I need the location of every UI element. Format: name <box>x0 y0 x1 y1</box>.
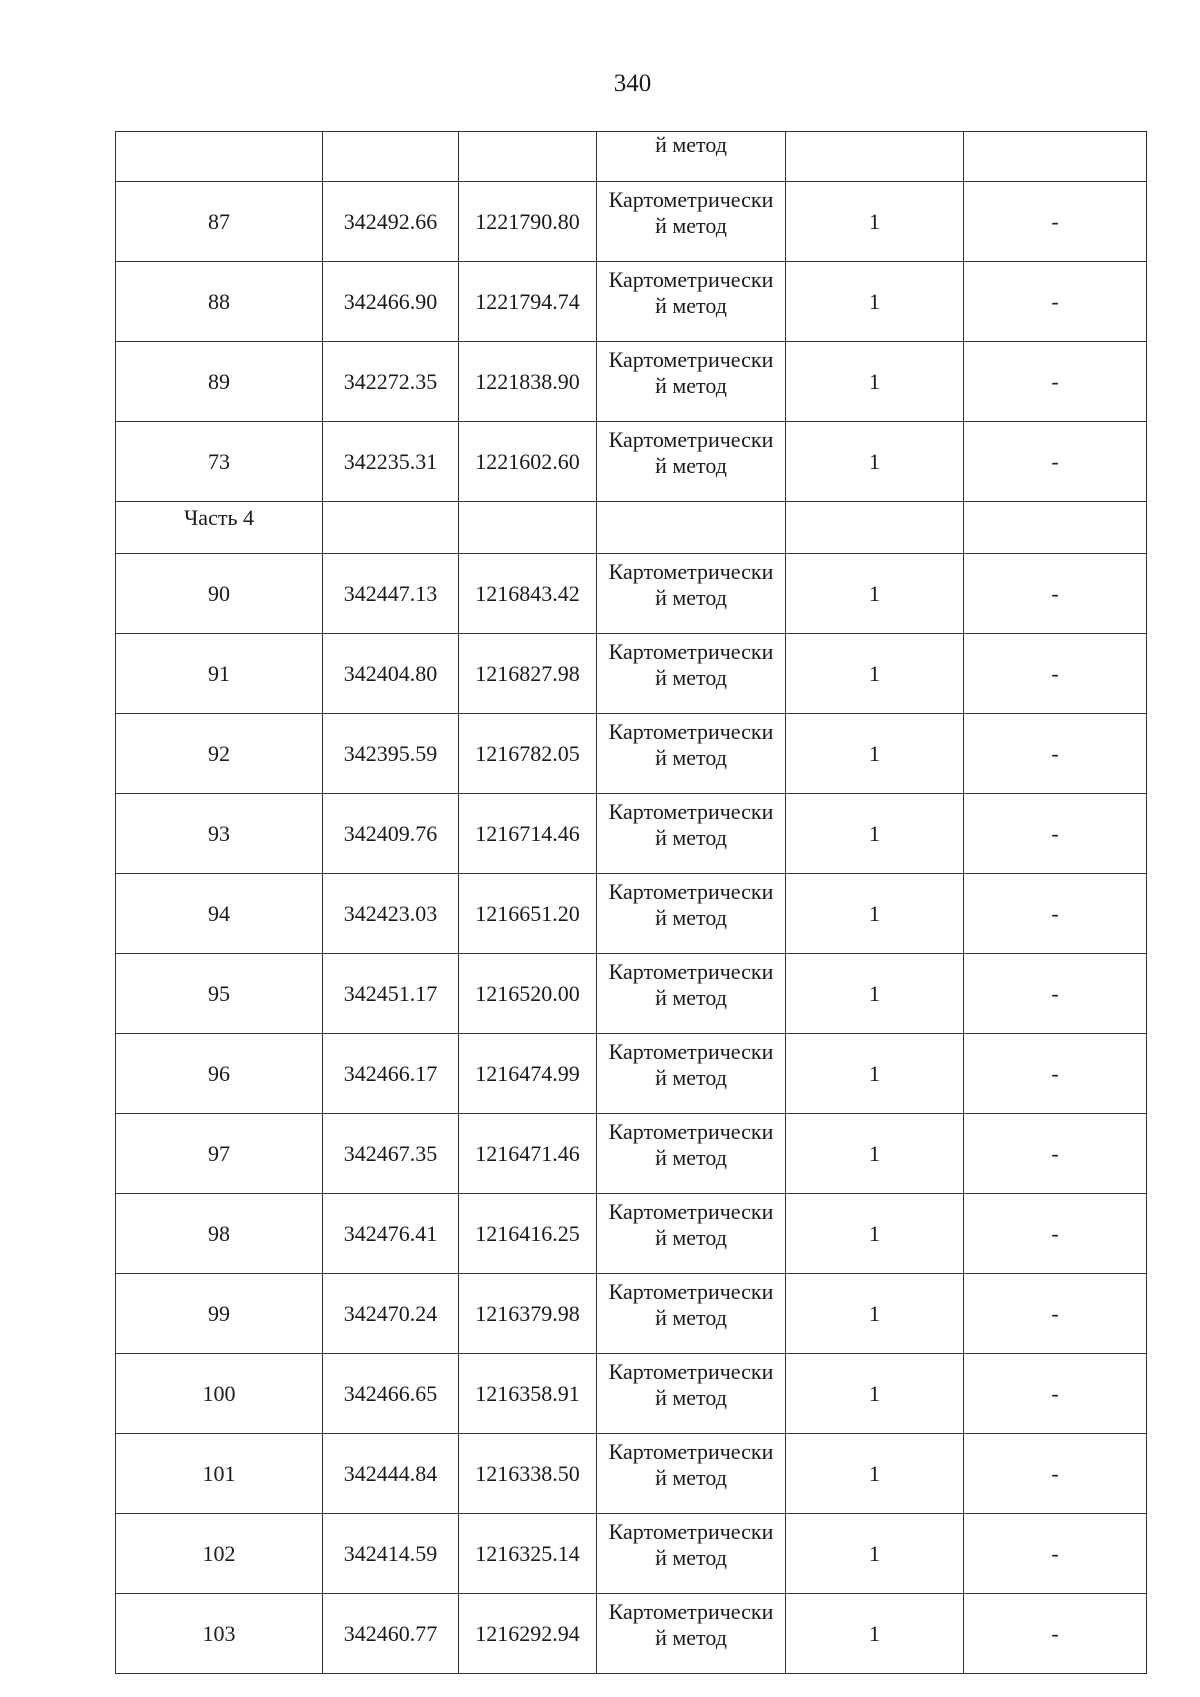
method-line: Картометрически <box>608 1119 774 1144</box>
x-coordinate: 342414.59 <box>323 1514 459 1594</box>
method-line: Картометрически <box>608 799 774 824</box>
x-coordinate: 342460.77 <box>323 1594 459 1674</box>
method-cell <box>597 132 786 182</box>
x-coordinate: 342409.76 <box>323 794 459 874</box>
method <box>597 182 786 262</box>
x-coordinate: 342451.17 <box>323 954 459 1034</box>
method <box>597 1434 786 1514</box>
x-coordinate: 342466.90 <box>323 262 459 342</box>
method-line: й метод <box>655 745 727 770</box>
x-coordinate: 342492.66 <box>323 182 459 262</box>
accuracy: 1 <box>786 794 964 874</box>
coordinates-table <box>115 131 1147 1674</box>
method-line: й метод <box>655 1545 727 1570</box>
x-cell <box>323 132 459 182</box>
y-coordinate: 1221838.90 <box>459 342 597 422</box>
empty-cell <box>459 502 597 554</box>
table-row <box>116 714 1147 794</box>
accuracy: 1 <box>786 182 964 262</box>
method <box>597 874 786 954</box>
table-row <box>116 182 1147 262</box>
method <box>597 1194 786 1274</box>
method-line: й метод <box>655 905 727 930</box>
x-coordinate: 342272.35 <box>323 342 459 422</box>
note: - <box>964 1114 1147 1194</box>
method-line: й метод <box>655 985 727 1010</box>
method <box>597 1354 786 1434</box>
x-coordinate: 342470.24 <box>323 1274 459 1354</box>
x-coordinate: 342444.84 <box>323 1434 459 1514</box>
y-coordinate: 1221790.80 <box>459 182 597 262</box>
method-tail: й метод <box>655 132 727 157</box>
point-number: 102 <box>116 1514 323 1594</box>
point-number: 101 <box>116 1434 323 1514</box>
y-coordinate: 1216325.14 <box>459 1514 597 1594</box>
accuracy: 1 <box>786 1194 964 1274</box>
note: - <box>964 1594 1147 1674</box>
method-line: Картометрически <box>608 427 774 452</box>
point-number: 93 <box>116 794 323 874</box>
table-row <box>116 1034 1147 1114</box>
coordinates-table-body <box>116 132 1147 1674</box>
x-coordinate: 342466.65 <box>323 1354 459 1434</box>
accuracy: 1 <box>786 1034 964 1114</box>
table-row <box>116 1194 1147 1274</box>
table-row <box>116 1274 1147 1354</box>
point-cell <box>116 132 323 182</box>
point-number: 94 <box>116 874 323 954</box>
table-row <box>116 554 1147 634</box>
method-line: Картометрически <box>608 1279 774 1304</box>
section-row <box>116 502 1147 554</box>
method <box>597 554 786 634</box>
accuracy: 1 <box>786 1114 964 1194</box>
point-number: 92 <box>116 714 323 794</box>
note: - <box>964 794 1147 874</box>
x-coordinate: 342404.80 <box>323 634 459 714</box>
accuracy: 1 <box>786 634 964 714</box>
accuracy-cell <box>786 132 964 182</box>
x-coordinate: 342466.17 <box>323 1034 459 1114</box>
accuracy: 1 <box>786 954 964 1034</box>
point-number: 89 <box>116 342 323 422</box>
point-number: 98 <box>116 1194 323 1274</box>
accuracy: 1 <box>786 1594 964 1674</box>
method <box>597 1114 786 1194</box>
method-line: й метод <box>655 1225 727 1250</box>
table-row <box>116 1514 1147 1594</box>
table-row <box>116 634 1147 714</box>
accuracy: 1 <box>786 1434 964 1514</box>
x-coordinate: 342476.41 <box>323 1194 459 1274</box>
note-cell <box>964 132 1147 182</box>
accuracy: 1 <box>786 342 964 422</box>
note: - <box>964 874 1147 954</box>
method-line: Картометрически <box>608 1599 774 1624</box>
point-number: 97 <box>116 1114 323 1194</box>
y-coordinate: 1216474.99 <box>459 1034 597 1114</box>
accuracy: 1 <box>786 874 964 954</box>
method-line: й метод <box>655 1065 727 1090</box>
note: - <box>964 634 1147 714</box>
x-coordinate: 342395.59 <box>323 714 459 794</box>
note: - <box>964 1354 1147 1434</box>
table-row <box>116 342 1147 422</box>
y-cell <box>459 132 597 182</box>
method-line: й метод <box>655 1145 727 1170</box>
point-number: 73 <box>116 422 323 502</box>
x-coordinate: 342423.03 <box>323 874 459 954</box>
table-row <box>116 794 1147 874</box>
empty-cell <box>323 502 459 554</box>
method-line: Картометрически <box>608 1359 774 1384</box>
point-number: 95 <box>116 954 323 1034</box>
table-row <box>116 1594 1147 1674</box>
method-line: Картометрически <box>608 1439 774 1464</box>
note: - <box>964 1434 1147 1514</box>
method-line: Картометрически <box>608 559 774 584</box>
table-row <box>116 262 1147 342</box>
method-line: й метод <box>655 665 727 690</box>
point-number: 91 <box>116 634 323 714</box>
method-line: Картометрически <box>608 1519 774 1544</box>
table-row <box>116 1354 1147 1434</box>
point-number: 103 <box>116 1594 323 1674</box>
point-number: 99 <box>116 1274 323 1354</box>
method-line: Картометрически <box>608 959 774 984</box>
method <box>597 1594 786 1674</box>
y-coordinate: 1216379.98 <box>459 1274 597 1354</box>
method <box>597 422 786 502</box>
note: - <box>964 1274 1147 1354</box>
y-coordinate: 1221602.60 <box>459 422 597 502</box>
method-line: й метод <box>655 373 727 398</box>
method-line: й метод <box>655 1385 727 1410</box>
method-line: й метод <box>655 825 727 850</box>
point-number: 88 <box>116 262 323 342</box>
method-line: й метод <box>655 1465 727 1490</box>
note: - <box>964 1514 1147 1594</box>
accuracy: 1 <box>786 554 964 634</box>
point-number: 100 <box>116 1354 323 1434</box>
method <box>597 342 786 422</box>
note: - <box>964 262 1147 342</box>
method-line: й метод <box>655 585 727 610</box>
y-coordinate: 1216358.91 <box>459 1354 597 1434</box>
x-coordinate: 342447.13 <box>323 554 459 634</box>
table-row <box>116 1434 1147 1514</box>
point-number: 96 <box>116 1034 323 1114</box>
method-line: й метод <box>655 213 727 238</box>
x-coordinate: 342235.31 <box>323 422 459 502</box>
note: - <box>964 714 1147 794</box>
note: - <box>964 1034 1147 1114</box>
y-coordinate: 1216292.94 <box>459 1594 597 1674</box>
method-line: Картометрически <box>608 347 774 372</box>
y-coordinate: 1216416.25 <box>459 1194 597 1274</box>
table-row <box>116 422 1147 502</box>
method <box>597 634 786 714</box>
method-line: й метод <box>655 1625 727 1650</box>
method-line: й метод <box>655 1305 727 1330</box>
note: - <box>964 342 1147 422</box>
section-label: Часть 4 <box>116 502 323 554</box>
method-line: й метод <box>655 453 727 478</box>
y-coordinate: 1216843.42 <box>459 554 597 634</box>
continued-row <box>116 132 1147 182</box>
y-coordinate: 1216471.46 <box>459 1114 597 1194</box>
method <box>597 714 786 794</box>
y-coordinate: 1216651.20 <box>459 874 597 954</box>
note: - <box>964 554 1147 634</box>
accuracy: 1 <box>786 1514 964 1594</box>
method-line: Картометрически <box>608 1199 774 1224</box>
empty-cell <box>786 502 964 554</box>
y-coordinate: 1221794.74 <box>459 262 597 342</box>
method-line: Картометрически <box>608 1039 774 1064</box>
accuracy: 1 <box>786 1274 964 1354</box>
page-number: 340 <box>613 70 652 97</box>
table-row <box>116 874 1147 954</box>
empty-cell <box>597 502 786 554</box>
table-row <box>116 954 1147 1034</box>
method-line: й метод <box>655 293 727 318</box>
method-line: Картометрически <box>608 639 774 664</box>
method-line: Картометрически <box>608 879 774 904</box>
method <box>597 954 786 1034</box>
note: - <box>964 422 1147 502</box>
note: - <box>964 182 1147 262</box>
method-line: Картометрически <box>608 719 774 744</box>
method <box>597 1514 786 1594</box>
y-coordinate: 1216782.05 <box>459 714 597 794</box>
method <box>597 794 786 874</box>
method-line: Картометрически <box>608 267 774 292</box>
y-coordinate: 1216520.00 <box>459 954 597 1034</box>
method <box>597 262 786 342</box>
method <box>597 1034 786 1114</box>
accuracy: 1 <box>786 422 964 502</box>
method <box>597 1274 786 1354</box>
y-coordinate: 1216827.98 <box>459 634 597 714</box>
y-coordinate: 1216338.50 <box>459 1434 597 1514</box>
method-line: Картометрически <box>608 187 774 212</box>
x-coordinate: 342467.35 <box>323 1114 459 1194</box>
table-row <box>116 1114 1147 1194</box>
accuracy: 1 <box>786 714 964 794</box>
accuracy: 1 <box>786 262 964 342</box>
y-coordinate: 1216714.46 <box>459 794 597 874</box>
note: - <box>964 954 1147 1034</box>
empty-cell <box>964 502 1147 554</box>
note: - <box>964 1194 1147 1274</box>
accuracy: 1 <box>786 1354 964 1434</box>
point-number: 87 <box>116 182 323 262</box>
point-number: 90 <box>116 554 323 634</box>
